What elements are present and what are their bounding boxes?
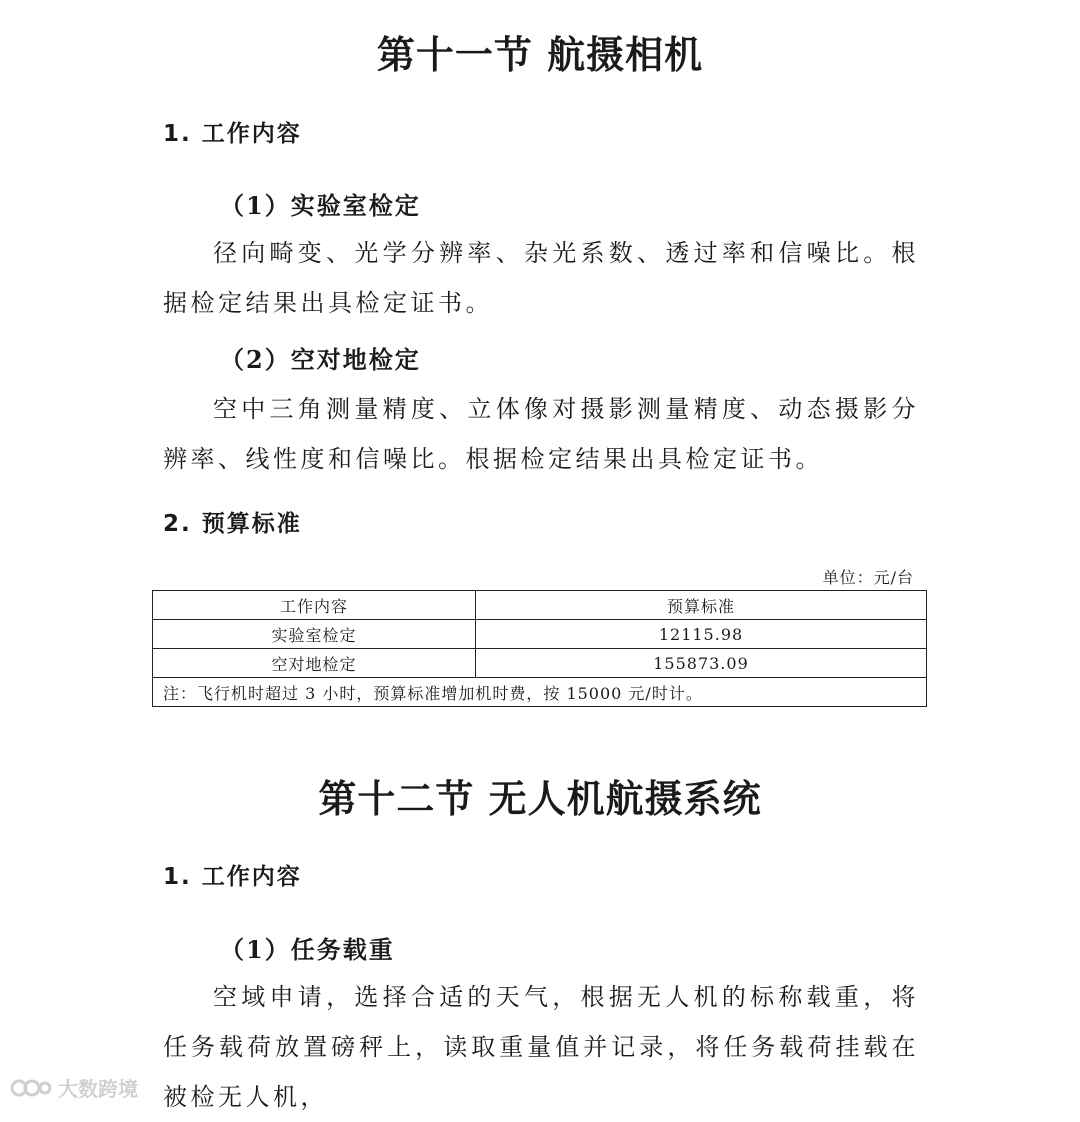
section-11-work-heading: 1. 工作内容 bbox=[163, 121, 302, 147]
table-cell: 155873.09 bbox=[476, 649, 927, 678]
table-header-row bbox=[153, 591, 927, 620]
lab-calibration-heading: （1）实验室检定 bbox=[220, 191, 421, 220]
section-12-work-heading: 1. 工作内容 bbox=[163, 864, 302, 890]
payload-text: 空域申请，选择合适的天气，根据无人机的标称载重，将任务载荷放置磅秤上，读取重量值并记录，将任务载荷挂载在被检无人机， bbox=[163, 983, 919, 1111]
budget-heading: 2. 预算标准 bbox=[163, 511, 302, 537]
table-note-row bbox=[153, 678, 927, 707]
table-header-cell: 预算标准 bbox=[476, 591, 927, 620]
lab-calibration-text: 径向畸变、光学分辨率、杂光系数、透过率和信噪比。根据检定结果出具检定证书。 bbox=[163, 239, 919, 317]
budget-table bbox=[152, 590, 927, 707]
table-note: 注：飞行机时超过 3 小时，预算标准增加机时费，按 15000 元/时计。 bbox=[153, 678, 927, 707]
watermark-text: 大数跨境 bbox=[58, 1077, 138, 1101]
table-cell: 12115.98 bbox=[476, 620, 927, 649]
unit-label: 单位：元/台 bbox=[822, 568, 914, 587]
air-ground-calibration-text: 空中三角测量精度、立体像对摄影测量精度、动态摄影分辨率、线性度和信噪比。根据检定结果出具检定证书。 bbox=[163, 395, 919, 473]
watermark bbox=[10, 1073, 138, 1102]
section-11-title: 第十一节 航摄相机 bbox=[376, 33, 704, 77]
payload-heading: （1）任务载重 bbox=[220, 935, 395, 964]
table-row bbox=[153, 620, 927, 649]
table-header-cell: 工作内容 bbox=[153, 591, 476, 620]
table-cell: 空对地检定 bbox=[153, 649, 476, 678]
section-12-title: 第十二节 无人机航摄系统 bbox=[318, 777, 762, 821]
logo-icon bbox=[10, 1075, 52, 1101]
table-row bbox=[153, 649, 927, 678]
air-ground-calibration-heading: （2）空对地检定 bbox=[220, 345, 421, 374]
table-cell: 实验室检定 bbox=[153, 620, 476, 649]
